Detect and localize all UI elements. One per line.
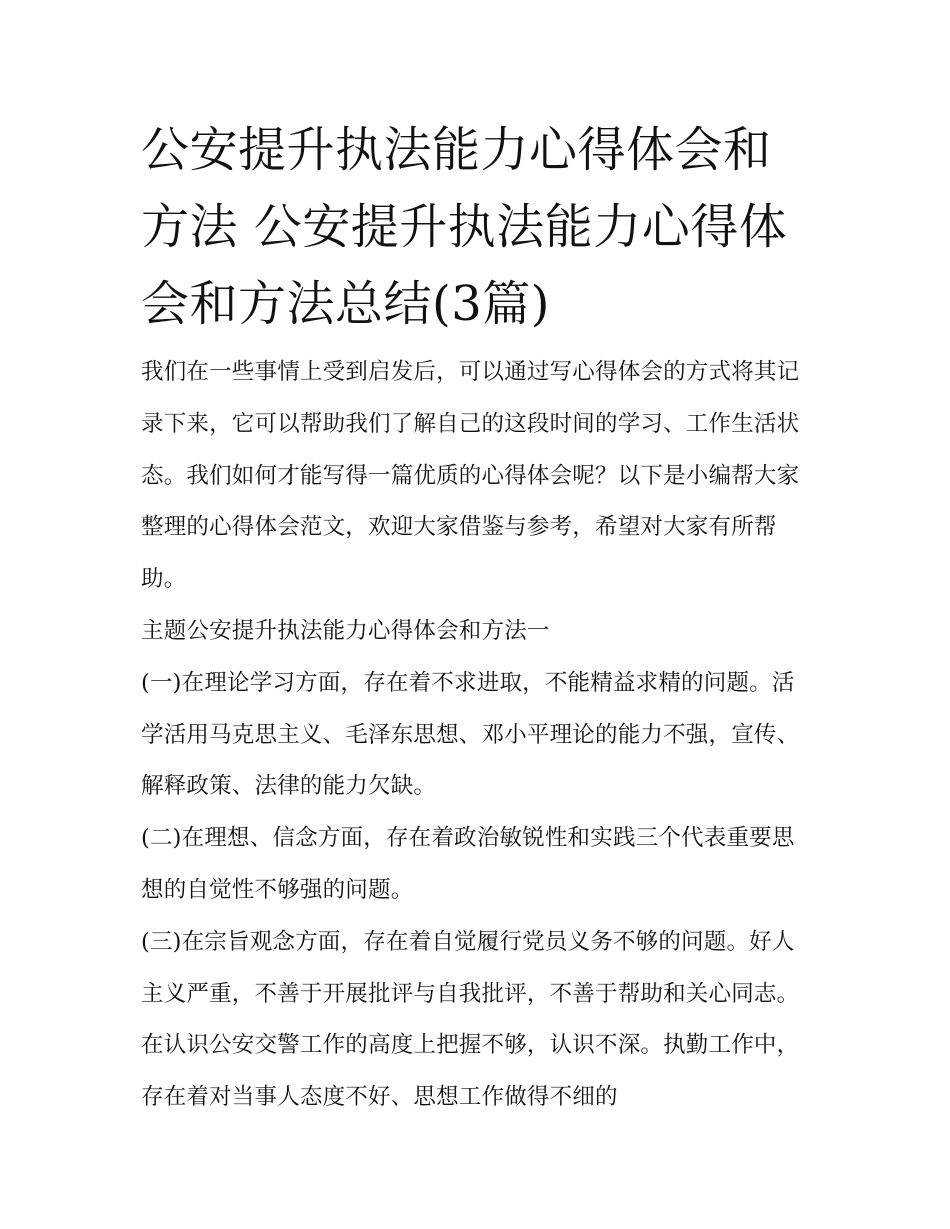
document-title: 公安提升执法能力心得体会和方法 公安提升执法能力心得体会和方法总结(3篇) bbox=[141, 122, 788, 332]
paragraph-section-heading: 主题公安提升执法能力心得体会和方法一 bbox=[141, 617, 550, 644]
paragraph-item-1: (一)在理论学习方面，存在着不求进取，不能精益求精的问题。活学活用马克思主义、毛泽东思想、邓小平理论的能力不强，宣传、解释政策、法律的能力欠缺。 bbox=[141, 669, 800, 800]
document-body bbox=[141, 347, 813, 1124]
paragraph-item-2: (二)在理想、信念方面，存在着政治敏锐性和实践三个代表重要思想的自觉性不够强的问题。 bbox=[141, 825, 795, 903]
paragraph-item-3: (三)在宗旨观念方面，存在着自觉履行党员义务不够的问题。好人主义严重，不善于开展批评与自我批评，不善于帮助和关心同志。在认识公安交警工作的高度上把握不够，认识不深。执勤工作中，存在着对当事人态度不好、思想工作做得不细的 bbox=[141, 928, 800, 1111]
document-content bbox=[141, 112, 813, 1124]
paragraph-intro: 我们在一些事情上受到启发后，可以通过写心得体会的方式将其记录下来，它可以帮助我们了解自己的这段时间的学习、工作生活状态。我们如何才能写得一篇优质的心得体会呢？以下是小编帮大家整理的心得体会范文，欢迎大家借鉴与参考，希望对大家有所帮助。 bbox=[141, 359, 800, 593]
